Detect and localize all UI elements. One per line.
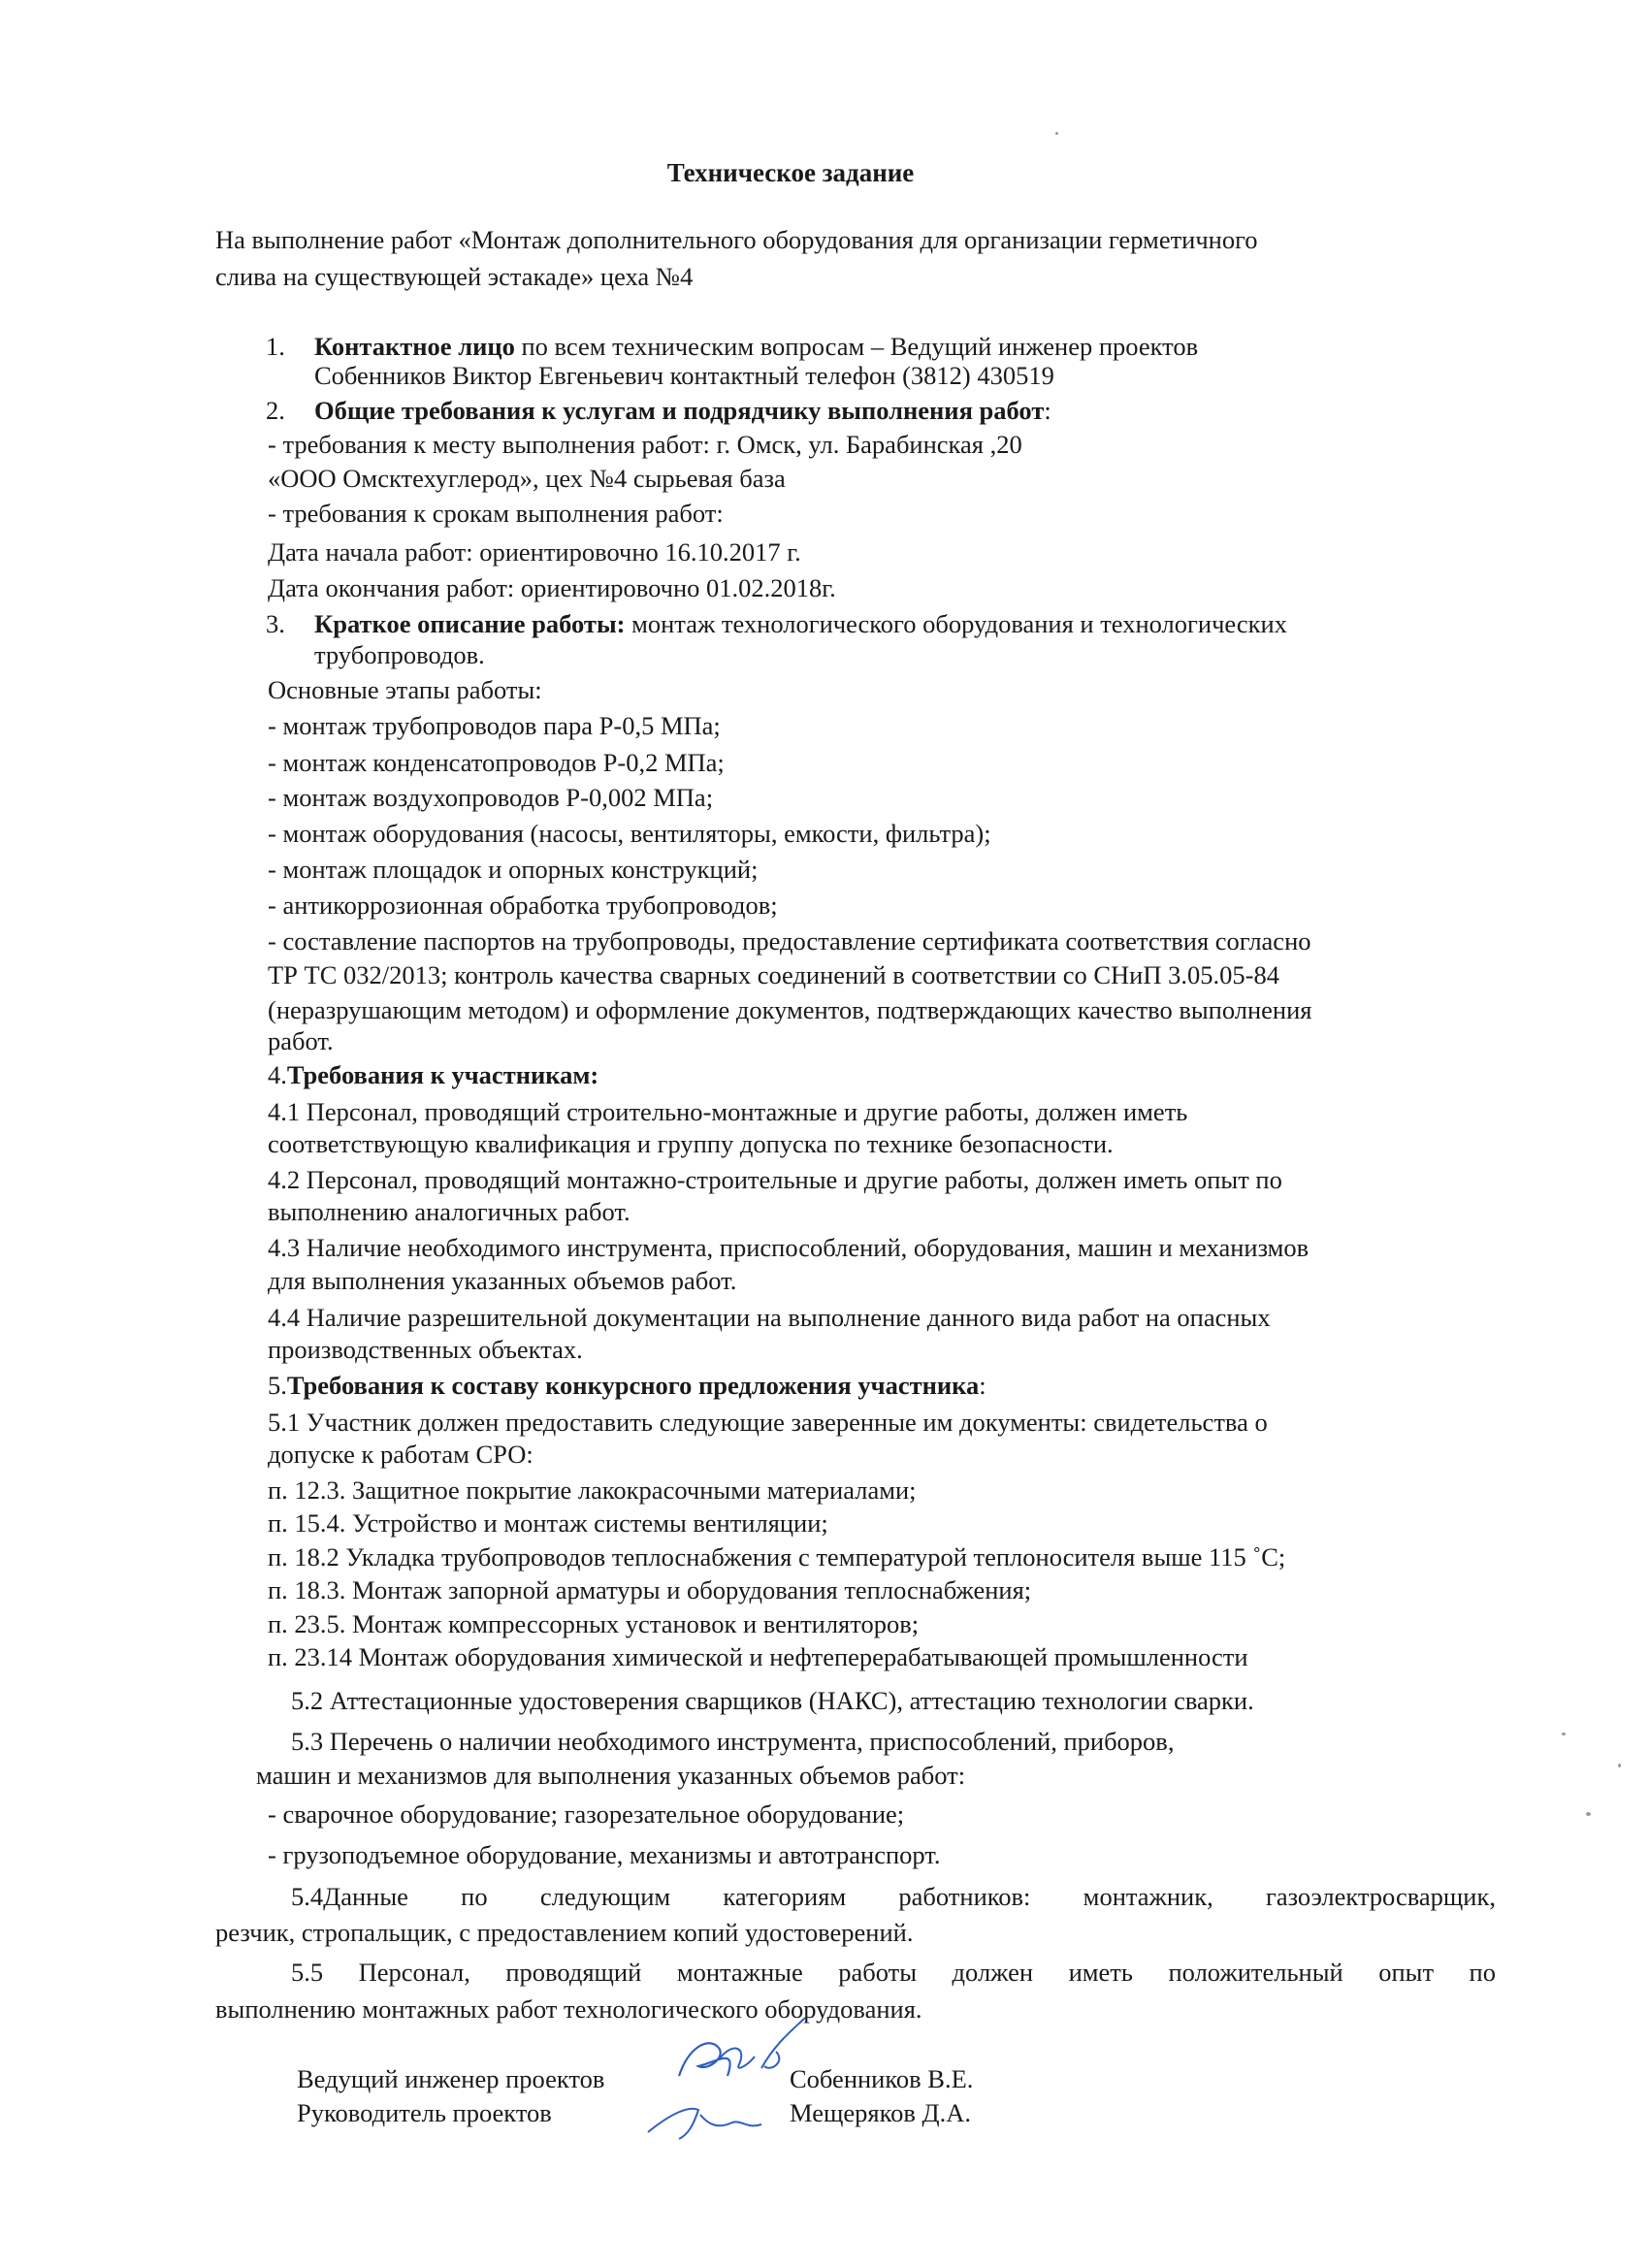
section-5-line: - грузоподъемное оборудование, механизмы и автотранспорт. (268, 1840, 941, 1869)
section-3-heading (266, 609, 1287, 638)
signature-role: Ведущий инженер проектов (297, 2064, 605, 2093)
section-number: 2. (266, 396, 285, 425)
section-4-line: 4.1 Персонал, проводящий строительно-монтажные и другие работы, должен иметь (268, 1097, 1188, 1126)
section-4-line: 4.3 Наличие необходимого инструмента, приспособлений, оборудования, машин и механизмов (268, 1233, 1310, 1262)
section-3-line: (неразрушающим методом) и оформление документов, подтверждающих качество выполнения (268, 995, 1312, 1024)
section-5-line: - сварочное оборудование; газорезательное оборудование; (268, 1799, 905, 1829)
section-5-line: 5.3 Перечень о наличии необходимого инструмента, приспособлений, приборов, (291, 1727, 1175, 1756)
section-4-line: для выполнения указанных объемов работ. (268, 1266, 737, 1295)
section-2-line: - требования к месту выполнения работ: г. Омск, ул. Барабинская ,20 (268, 430, 1022, 459)
section-3-line: трубопроводов. (314, 640, 485, 669)
section-4-line: соответствующую квалификация и группу допуска по технике безопасности. (268, 1129, 1114, 1158)
section-5-heading (268, 1371, 986, 1400)
section-number: 3. (266, 609, 285, 638)
scan-speck (1562, 1733, 1566, 1735)
section-text: монтаж технологического оборудования и технологических (625, 609, 1287, 638)
section-5-line: допуске к работам СРО: (268, 1440, 534, 1469)
section-3-line: работ. (268, 1026, 334, 1055)
section-4-line: выполнению аналогичных работ. (268, 1197, 630, 1226)
section-2-line: Дата начала работ: ориентировочно 16.10.2017 г. (268, 537, 801, 567)
document-title: Техническое задание (666, 158, 915, 187)
section-text: по всем техническим вопросам – Ведущий инженер проектов (514, 332, 1199, 361)
scan-speck (1618, 1764, 1621, 1767)
paragraph-5-5-line: выполнению монтажных работ технологического оборудования. (215, 1994, 922, 2024)
scan-speck (1586, 1812, 1591, 1816)
section-3-line: - монтаж воздухопроводов Р-0,002 МПа; (268, 783, 714, 812)
scan-speck (1055, 132, 1058, 135)
section-3-line: - монтаж площадок и опорных конструкций; (268, 855, 759, 884)
section-5-line: п. 12.3. Защитное покрытие лакокрасочными материалами; (268, 1475, 917, 1505)
section-3-line: - монтаж трубопроводов пара Р-0,5 МПа; (268, 711, 721, 740)
section-5-line: п. 23.14 Монтаж оборудования химической и нефтеперерабатывающей промышленности (268, 1642, 1248, 1671)
section-5-line: 5.2 Аттестационные удостоверения сварщиков (НАКС), аттестацию технологии сварки. (291, 1686, 1254, 1715)
section-3-line: Основные этапы работы: (268, 675, 542, 704)
section-bold: Требования к составу конкурсного предложения участника (286, 1371, 980, 1400)
section-number: 1. (266, 332, 285, 361)
section-bold: Общие требования к услугам и подрядчику выполнения работ (314, 396, 1045, 425)
section-3-line: - монтаж оборудования (насосы, вентиляторы, емкости, фильтра); (268, 819, 991, 848)
section-bold: Контактное лицо (314, 332, 515, 361)
section-3-line: ТР ТС 032/2013; контроль качества сварных соединений в соответствии со СНиП 3.05.05-84 (268, 960, 1279, 989)
signature-role: Руководитель проектов (297, 2098, 552, 2127)
section-1-line: Собенников Виктор Евгеньевич контактный телефон (3812) 430519 (314, 361, 1054, 390)
section-4-line: производственных объектах. (268, 1335, 583, 1364)
section-5-line: 5.1 Участник должен предоставить следующие заверенные им документы: свидетельства о (268, 1408, 1268, 1437)
section-text: : (1044, 396, 1051, 425)
section-2-line: Дата окончания работ: ориентировочно 01.02.2018г. (268, 573, 836, 602)
section-number: 5. (268, 1371, 287, 1400)
section-2-heading (266, 396, 1051, 425)
signature-name: Мещеряков Д.А. (790, 2098, 971, 2127)
intro-line: слива на существующей эстакаде» цеха №4 (215, 262, 694, 291)
section-1-heading (266, 332, 1198, 361)
section-5-line: машин и механизмов для выполнения указанных объемов работ: (256, 1761, 966, 1790)
section-2-line: - требования к срокам выполнения работ: (268, 499, 724, 528)
section-5-line: п. 15.4. Устройство и монтаж системы вентиляции; (268, 1508, 828, 1538)
section-3-line: - антикоррозионная обработка трубопроводов; (268, 891, 778, 920)
section-2-line: «ООО Омсктехуглерод», цех №4 сырьевая база (268, 464, 786, 493)
paragraph-5-4-line: резчик, стропальщик, с предоставлением копий удостоверений. (215, 1918, 914, 1947)
section-bold: Требования к участникам: (286, 1060, 599, 1089)
handwritten-signature (640, 2086, 776, 2154)
intro-line: На выполнение работ «Монтаж дополнительного оборудования для организации герметичного (215, 225, 1258, 254)
section-text: : (979, 1371, 986, 1400)
section-4-line: 4.2 Персонал, проводящий монтажно-строительные и другие работы, должен иметь опыт по (268, 1165, 1282, 1194)
section-4-line: 4.4 Наличие разрешительной документации на выполнение данного вида работ на опасных (268, 1303, 1271, 1332)
section-5-line: п. 18.2 Укладка трубопроводов теплоснабжения с температурой теплоносителя выше 115 ˚С; (268, 1542, 1286, 1571)
section-4-heading (268, 1060, 598, 1089)
section-3-line: - составление паспортов на трубопроводы, предоставление сертификата соответствия согласно (268, 926, 1311, 956)
section-5-line: п. 18.3. Монтаж запорной арматуры и оборудования теплоснабжения; (268, 1575, 1032, 1604)
section-bold: Краткое описание работы: (314, 609, 626, 638)
paragraph-5-4-line: 5.4Данные по следующим категориям работников: монтажник, газоэлектросварщик, (291, 1882, 1496, 1911)
paragraph-5-5-line: 5.5 Персонал, проводящий монтажные работы должен иметь положительный опыт по (291, 1958, 1496, 1987)
section-3-line: - монтаж конденсатопроводов Р-0,2 МПа; (268, 748, 725, 777)
signature-name: Собенников В.Е. (790, 2064, 974, 2093)
section-number: 4. (268, 1060, 287, 1089)
section-5-line: п. 23.5. Монтаж компрессорных установок и вентиляторов; (268, 1609, 920, 1638)
